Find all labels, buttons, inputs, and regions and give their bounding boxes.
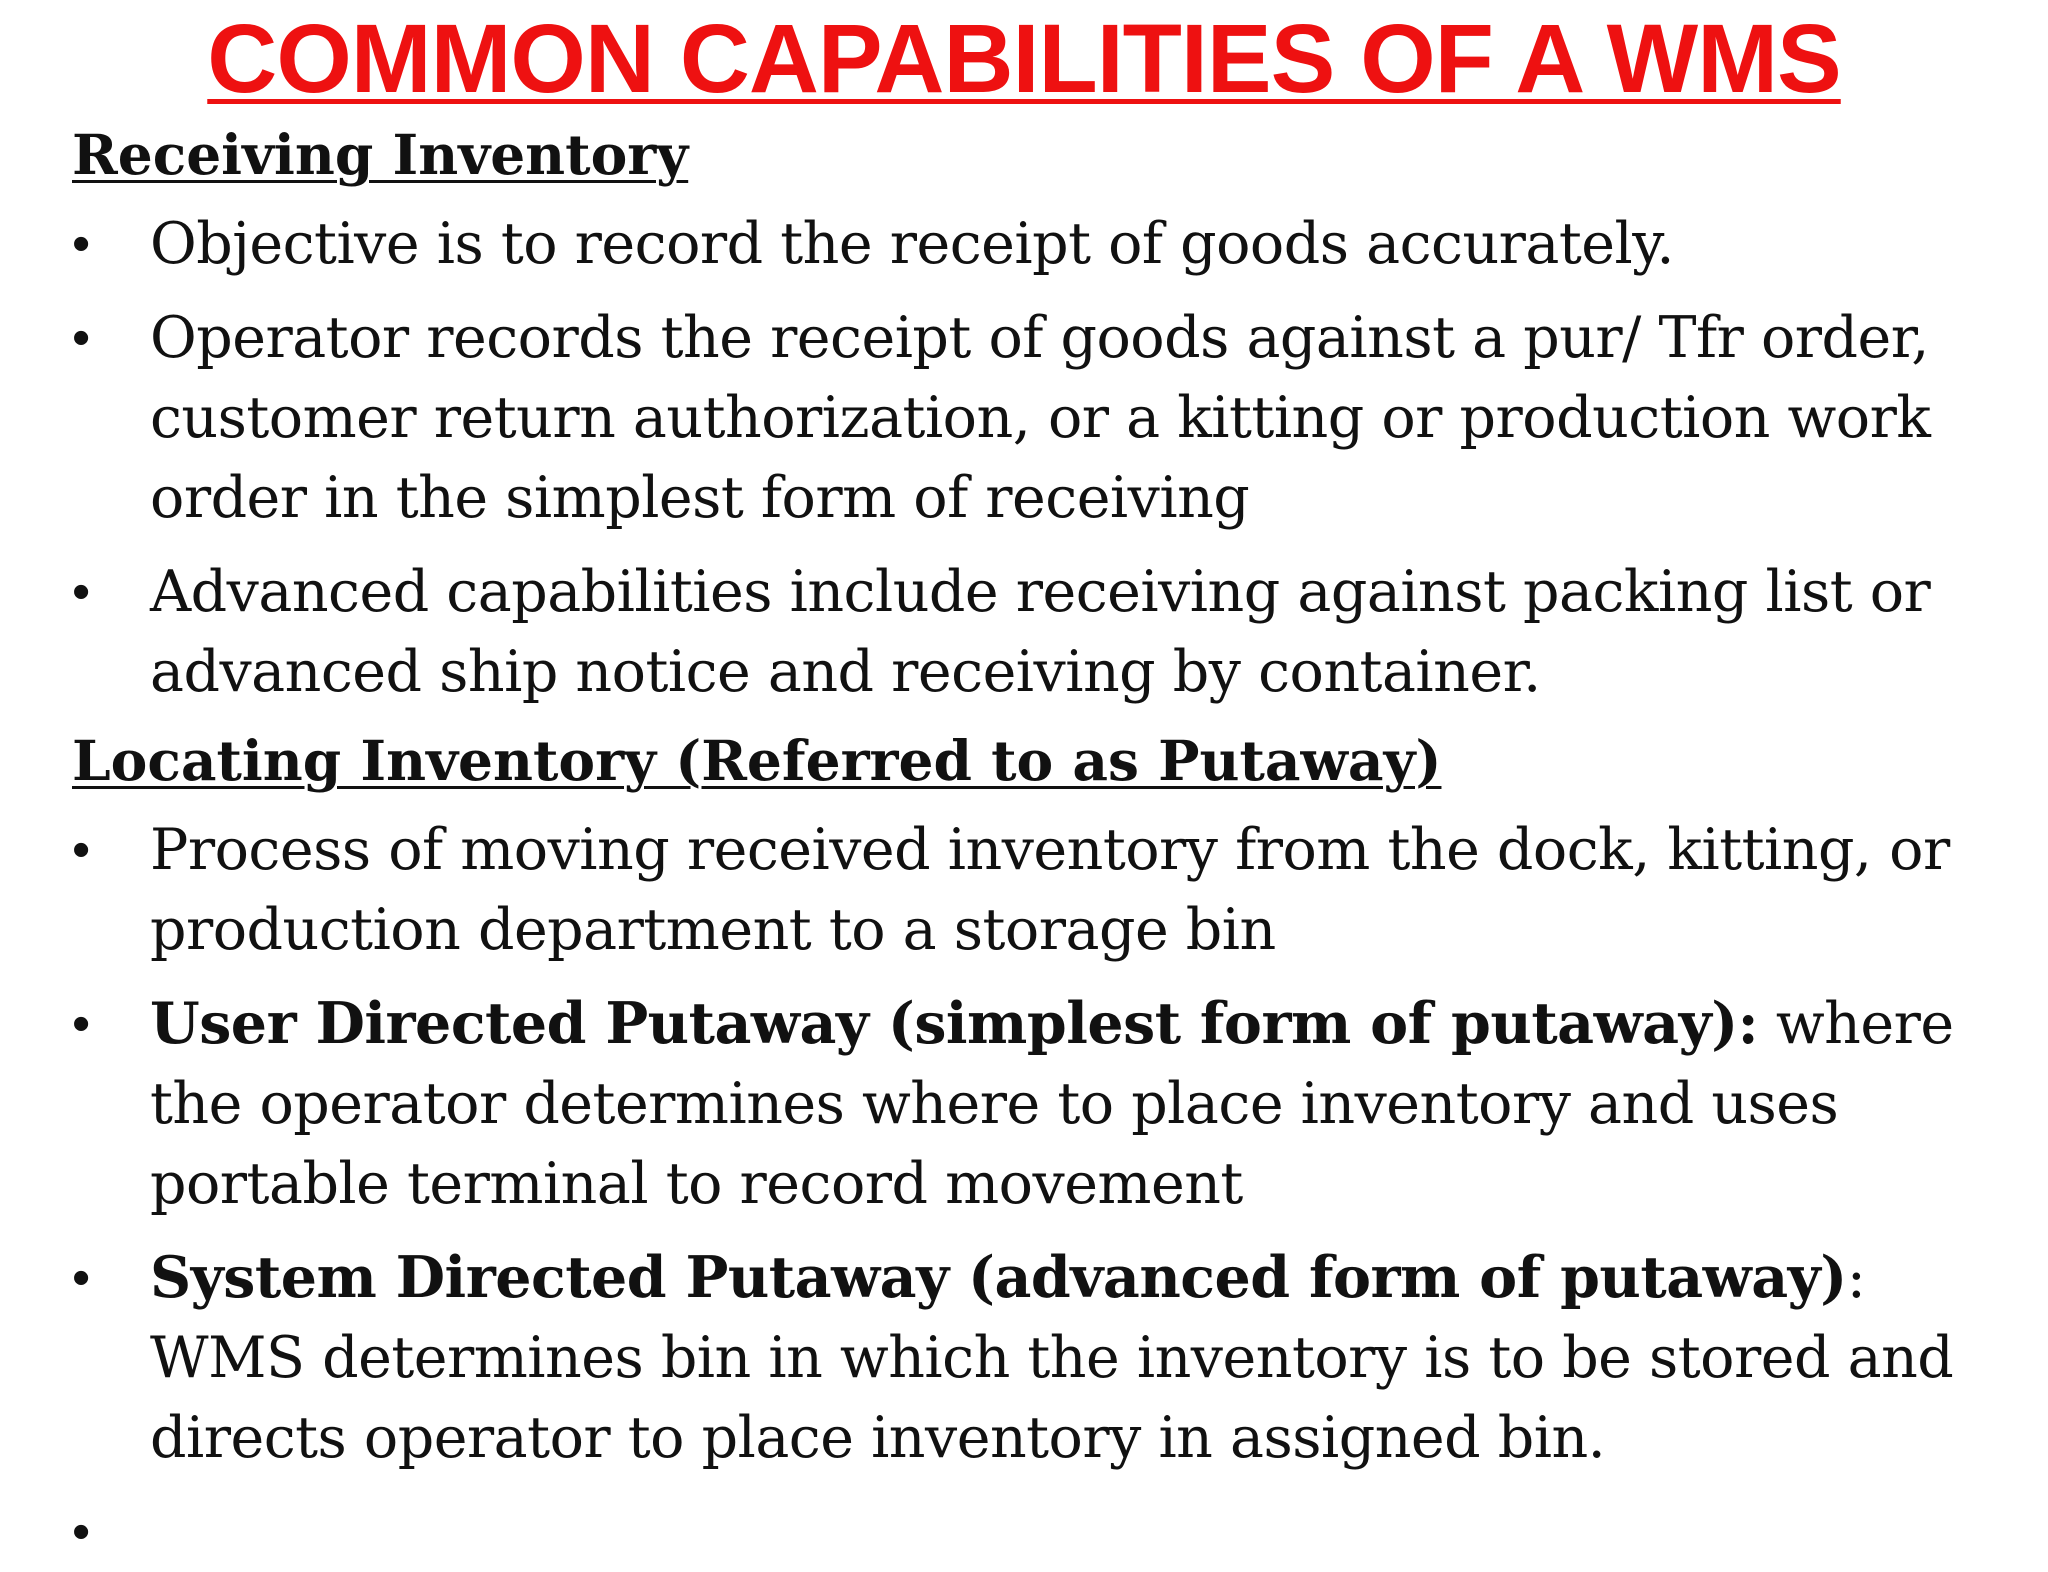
section-heading-locating: Locating Inventory (Referred to as Putaway) [72,728,1442,793]
bullet-text: Objective is to record the receipt of goods accurately. [150,211,1674,277]
list-item [72,552,2032,712]
bullet-icon: • [72,995,90,1053]
list-item [72,204,2032,284]
bullet-text: : WMS determines bin in which the inventory is to be stored and directs operator to place inventory in assigned bin. [150,1245,1954,1471]
bullet-icon: • [72,1249,90,1307]
bullet-bold-text: System Directed Putaway (advanced form of putaway) [150,1244,1847,1311]
list-item [72,984,2032,1224]
bullet-text: where the operator determines where to place inventory and uses portable terminal to record movement [150,991,1954,1217]
bullet-text: Operator records the receipt of goods against a pur/ Tfr order, customer return authorization, or a kitting or production work order in the simplest form of receiving [150,305,1931,531]
bullet-icon: • [72,821,90,879]
bullet-icon: • [72,563,90,621]
slide-title [0,0,2048,118]
list-item [72,298,2032,538]
slide-title-text: COMMON CAPABILITIES OF A WMS [207,4,1841,113]
section-heading-receiving: Receiving Inventory [72,122,689,187]
list-item [72,810,2032,970]
locating-bullet-list [72,810,2032,1561]
bullet-text: Process of moving received inventory from the dock, kitting, or production department to a storage bin [150,817,1950,963]
receiving-bullet-list [72,204,2032,712]
bullet-icon: • [72,309,90,367]
list-item [72,1238,2032,1478]
slide-content [72,120,2032,1561]
bullet-bold-text: User Directed Putaway (simplest form of putaway): [150,990,1759,1057]
bullet-icon: • [72,215,90,273]
bullet-icon: • [72,1503,90,1561]
bullet-text: Advanced capabilities include receiving against packing list or advanced ship notice and receiving by container. [150,559,1931,705]
